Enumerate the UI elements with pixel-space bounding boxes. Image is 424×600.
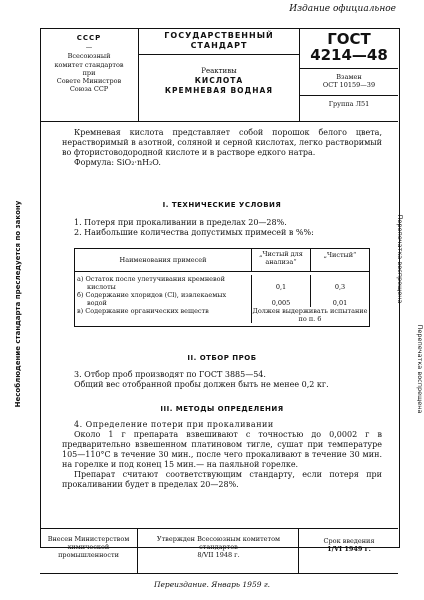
cell-line: б) Содержание хлоридов (Cl), извлекаемых [77,291,227,299]
section-heading: III. МЕТОДЫ ОПРЕДЕЛЕНИЯ [160,405,284,413]
approved-date: 8/VII 1948 г. [197,551,240,559]
table-row [75,307,369,326]
table-cell: 0,005 [252,291,311,307]
cell-line: а) Остаток после улетучивания кремневой [77,275,225,283]
formula: Формула: SiO₂·nH₂O. [74,158,161,167]
replaces-value: ОСТ 10159—39 [322,81,376,89]
list-item [62,218,382,238]
impurity-table [74,248,370,327]
header-block [40,28,398,122]
table-cell: в) Содержание органических веществ [75,307,252,323]
table-header [75,249,369,272]
approved-line: Утвержден Всесоюзным комитетом стандартов [156,535,281,551]
issuer-line: Союза ССР [69,85,109,94]
column-header: „Чистый“ [323,251,357,259]
issuer-line: при [82,68,96,77]
effective-date [300,529,398,573]
side-text-right: Перепечатка воспрещена [396,214,404,304]
table-cell: Должен выдерживать испытание по п. 6 [252,307,368,323]
dash: — [85,43,93,52]
column-header: „Чистый для анализа“ [252,249,311,271]
item-text: 3. Отбор проб производят по ГОСТ 3885—54. [74,370,266,379]
introduced-by: Внесен Министерством химической промышленности [40,529,138,573]
standard-label-line: ГОСУДАРСТВЕННЫЙ [164,31,274,40]
effective-label: Срок введения [323,537,375,545]
table-cell [75,291,252,307]
approved-by [139,529,299,573]
section-heading: I. ТЕХНИЧЕСКИЕ УСЛОВИЯ [162,201,282,209]
table-cell: 0,1 [252,275,311,291]
table-cell: 0,01 [332,299,348,307]
gost-block [300,28,398,121]
issuer-line: комитет стандартов [54,60,124,69]
gost-number [300,31,398,63]
reprint-note: Переиздание. Январь 1959 г. [153,580,271,589]
replaces-label: Взамен [336,73,362,81]
method-text: Препарат считают соответствующим стандарту, если потеря при прокаливании будет в пределах 20—28%. [62,470,382,489]
item-text: 1. Потеря при прокаливании в пределах 20—28%. [74,218,287,227]
title-block [139,28,300,121]
cell-line: кислоты [87,283,116,291]
title-line: КИСЛОТА [194,76,244,85]
method-text: Около 1 г препарата взвешивают с точностью до 0,0002 г в предварительно взвешенном платиновом тигле, сушат при температуре 105—110°C в течение 30 мин., после чего прокаливают в течение 30 мин. на горелке и под конец 15 мин.— на паяльной горелке. [62,430,382,469]
table-row [75,291,369,307]
divider [139,54,299,55]
item-text: Общий вес отобранной пробы должен быть не менее 0,2 кг. [74,380,329,389]
header-note: Издание официальное [289,4,396,14]
table-cell: 0,3 [334,283,346,291]
section-heading: II. ОТБОР ПРОБ [187,354,257,362]
table-cell [75,275,252,291]
method-title: 4. Определение потери при прокаливании [74,420,274,429]
standard-label [139,31,299,51]
item-text: 2. Наибольшие количества допустимых примесей в %%: [74,228,314,237]
footer-block [40,528,398,574]
effective-value: 1/VI 1949 г. [327,545,371,553]
title-line: КРЕМНЕВАЯ ВОДНАЯ [164,86,274,95]
country: СССР [76,34,102,42]
cell-line: водой [87,299,107,307]
method-paragraph [62,420,382,490]
replaces [300,73,398,89]
standard-label-line: СТАНДАРТ [190,41,248,50]
group: Группа Л51 [328,100,370,108]
list-item [62,370,382,390]
issuer-line: Совете Министров [56,77,122,86]
issuer-line: Всесоюзный [67,52,111,61]
intro-paragraph [62,128,382,168]
column-header: Наименования примесей [75,249,252,271]
divider [300,95,398,96]
document-title [139,76,299,96]
side-text-left: Несоблюдение стандарта преследуется по закону [14,200,22,408]
category: Реактивы [201,67,237,75]
issuer-block [40,28,139,121]
table-row [75,272,369,291]
gost-code: 4214—48 [310,46,388,64]
divider [300,68,398,69]
intro-text: Кремневая кислота представляет собой порошок белого цвета, нерастворимый в азотной, соляной и серной кислотах, легко растворимый во фтористоводородной кислоте и в растворе едкого натра. [62,128,382,157]
gost-label: ГОСТ [327,30,371,48]
side-text-right: Перепечатка воспрещена [416,324,424,414]
